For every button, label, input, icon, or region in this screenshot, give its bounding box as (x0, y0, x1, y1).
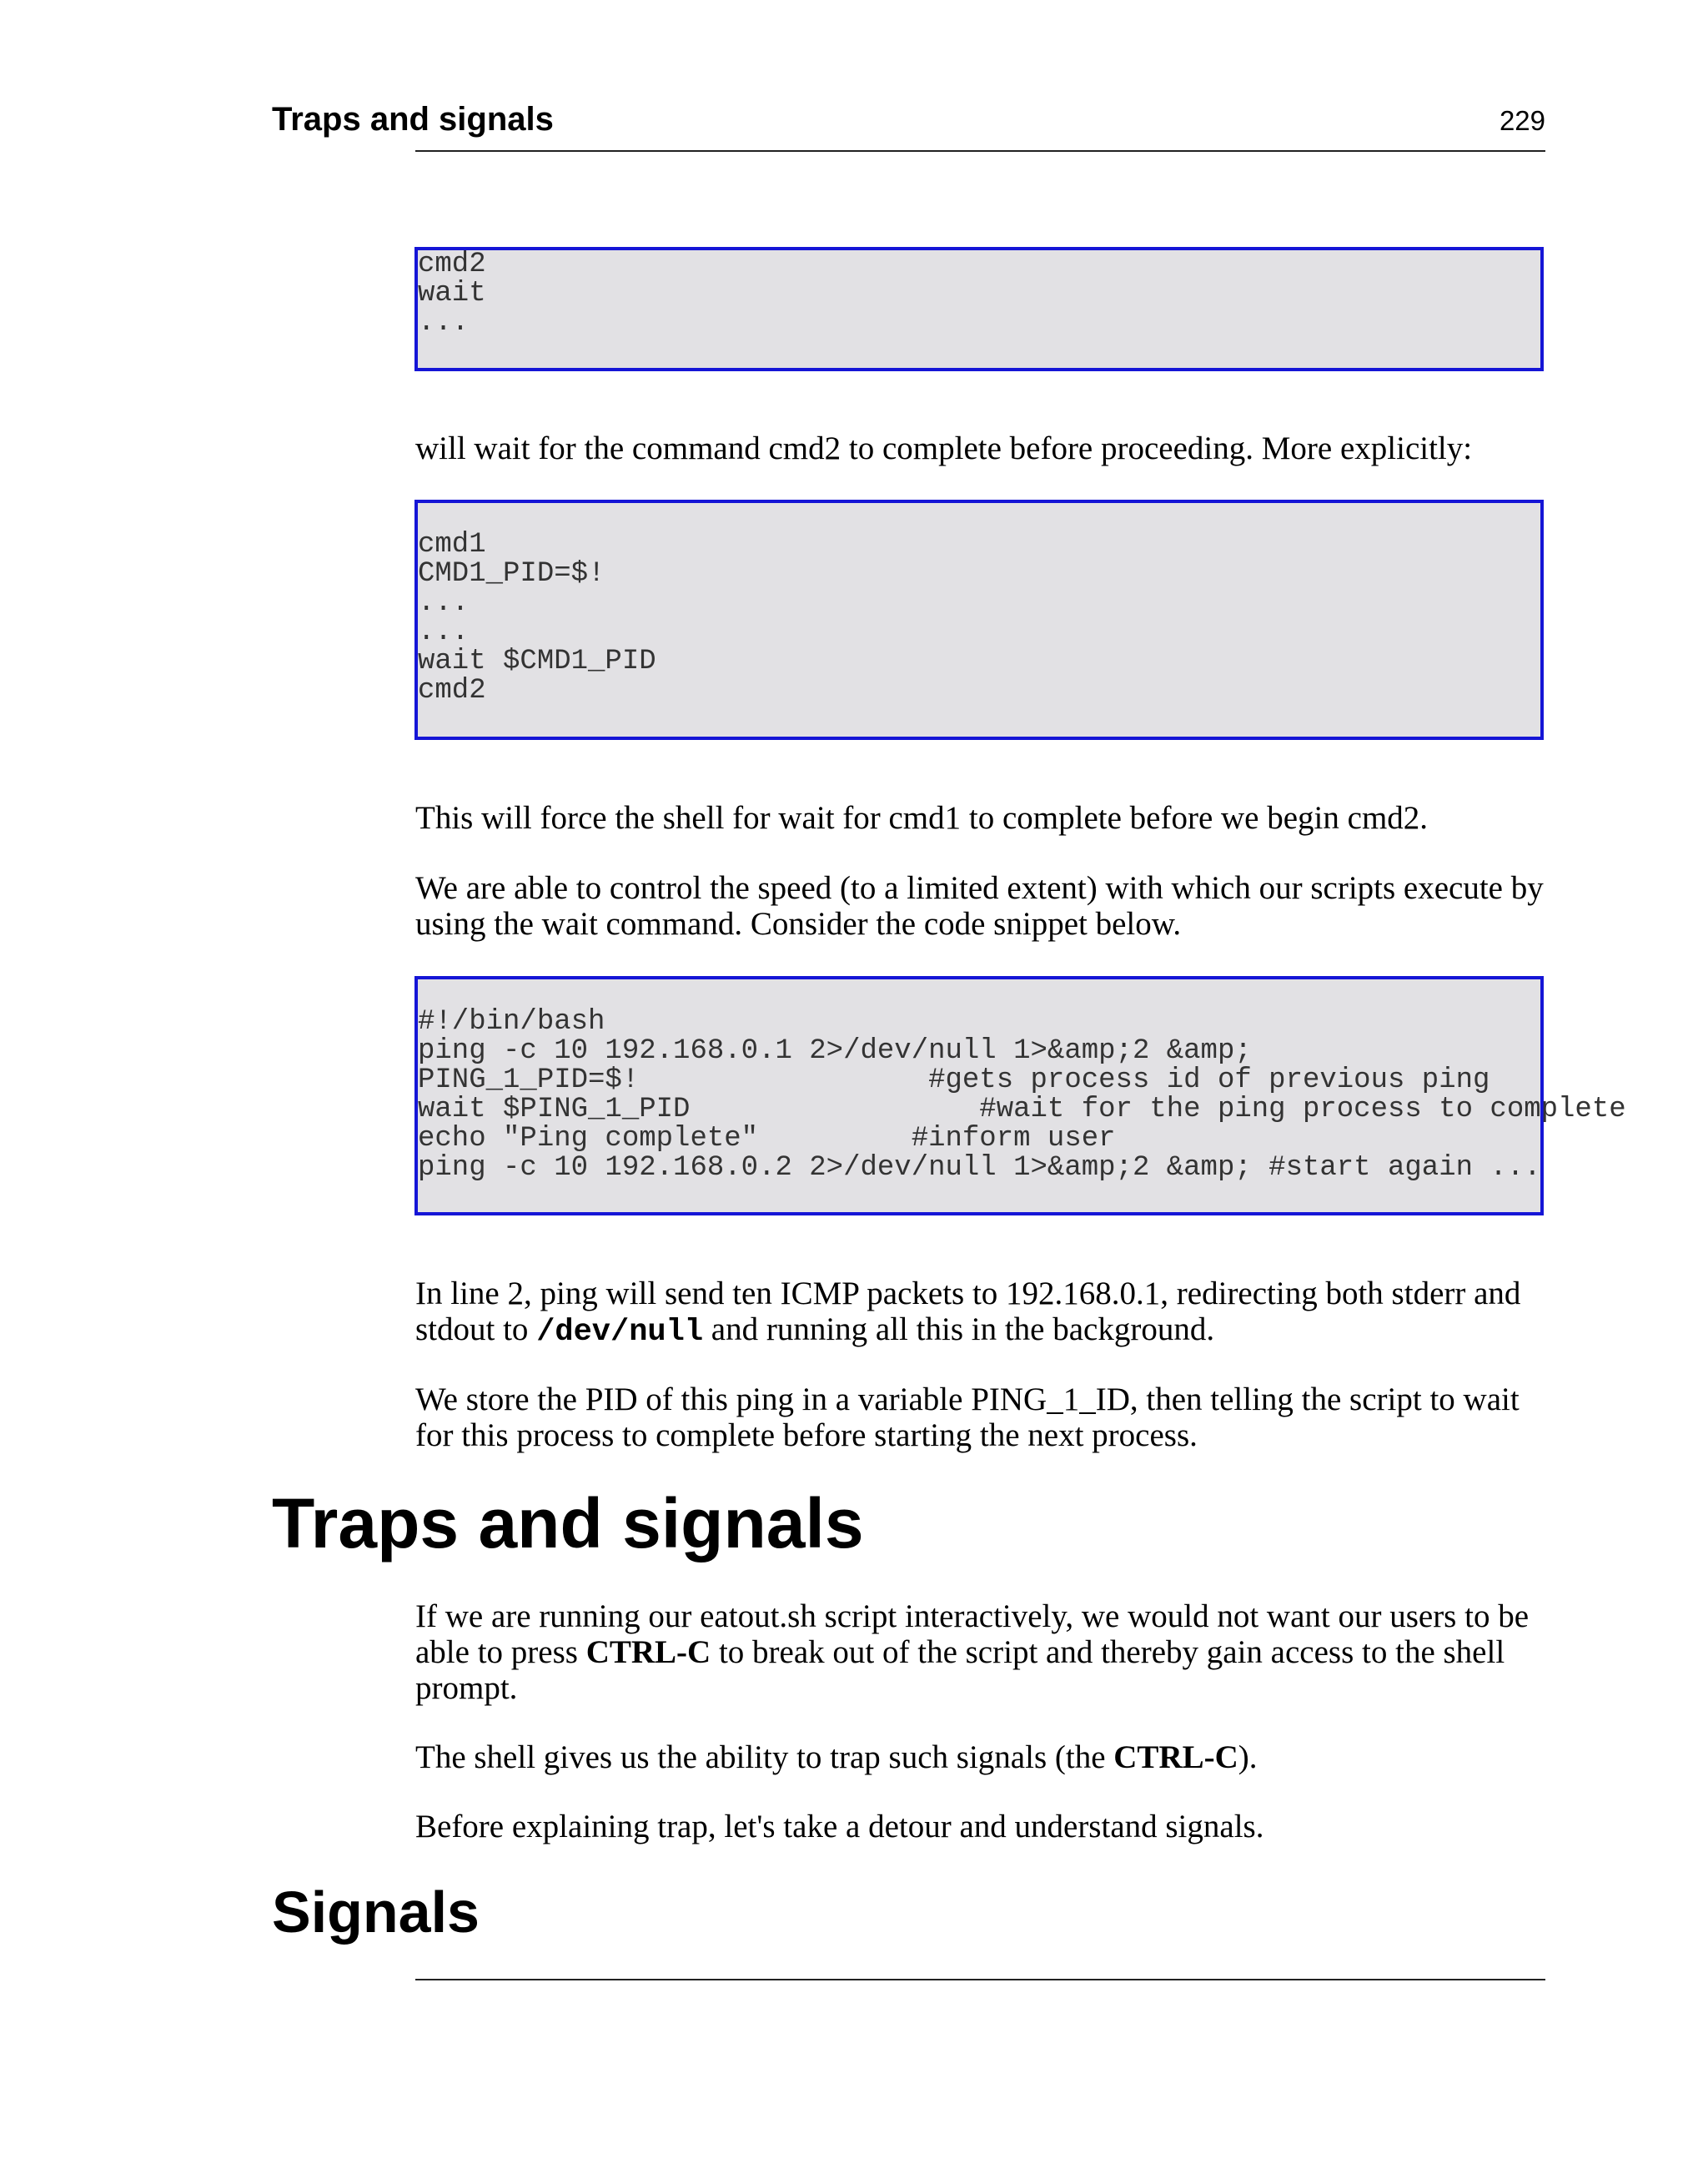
code-line: wait $PING_1_PID #wait for the ping process to complete (418, 1094, 1626, 1125)
paragraph-force-shell: This will force the shell for wait for cmd1 to complete before we begin cmd2. (415, 800, 1429, 836)
code-line: CMD1_PID=$! (418, 558, 605, 590)
paragraph-wait-cmd2: will wait for the command cmd2 to complete before proceeding. More explicitly: (415, 430, 1473, 466)
code-line: #!/bin/bash (418, 1006, 605, 1038)
ctrl-c-bold-2: CTRL-C (1113, 1739, 1238, 1775)
page-number: 229 (1499, 105, 1545, 136)
paragraph-eatout (415, 1598, 1546, 1706)
running-header-title: Traps and signals (272, 101, 554, 138)
paragraph-eatout-text: If we are running our eatout.sh script interactively, we would not want our users to be able to press (415, 1598, 1530, 1670)
code-line: cmd2 (418, 675, 486, 707)
paragraph-store-pid: We store the PID of this ping in a variable PING_1_ID, then telling the script to wait for this process to complete before starting the next process. (415, 1381, 1520, 1453)
paragraph-trap-ability-text: The shell gives us the ability to trap such signals (the (415, 1739, 1114, 1775)
code-line: ... (418, 587, 470, 619)
code-line: wait $CMD1_PID (418, 646, 656, 677)
code-line: ... (418, 616, 470, 648)
running-header (272, 98, 1545, 140)
dev-null-code: /dev/null (536, 1315, 704, 1350)
footer-rule (415, 1979, 1545, 1980)
code-line: cmd2 (418, 249, 486, 280)
code-block-2-text (418, 531, 1540, 706)
paragraph-trap-ability (415, 1739, 1546, 1775)
code-block-1 (414, 247, 1544, 371)
code-line: ping -c 10 192.168.0.1 2>/dev/null 1>&amp;2 &amp; (418, 1035, 1252, 1067)
code-block-2 (414, 500, 1544, 740)
code-block-3-text (418, 1006, 1626, 1184)
paragraph-eatout-text-end: to break out of the script and thereby gain access to the shell prompt. (415, 1634, 1505, 1706)
section-heading-traps-and-signals: Traps and signals (272, 1484, 864, 1563)
code-line: ... (418, 307, 470, 339)
header-rule (415, 150, 1545, 152)
code-line: cmd1 (418, 529, 486, 561)
ctrl-c-bold: CTRL-C (585, 1634, 711, 1670)
code-block-1-text (418, 250, 1540, 338)
paragraph-trap-ability-text-end: ). (1238, 1739, 1258, 1775)
paragraph-line-2-text: In line 2, ping will send ten ICMP packets to 192.168.0.1, redirecting both stderr and stdout to (415, 1276, 1521, 1347)
paragraph-line-2 (415, 1276, 1546, 1351)
subsection-heading-signals: Signals (272, 1880, 480, 1945)
code-line: wait (418, 278, 486, 309)
code-line: PING_1_PID=$! #gets process id of previous ping (418, 1064, 1490, 1096)
paragraph-detour: Before explaining trap, let's take a detour and understand signals. (415, 1809, 1264, 1844)
code-block-3 (414, 976, 1626, 1215)
paragraph-line-2-text-end: and running all this in the background. (703, 1311, 1215, 1347)
code-line: echo "Ping complete" #inform user (418, 1123, 1116, 1155)
code-line: ping -c 10 192.168.0.2 2>/dev/null 1>&amp;2 &amp; #start again ... (418, 1152, 1541, 1184)
paragraph-control-speed: We are able to control the speed (to a limited extent) with which our scripts execute by using the wait command. Consider the code snippet below. (415, 870, 1544, 942)
